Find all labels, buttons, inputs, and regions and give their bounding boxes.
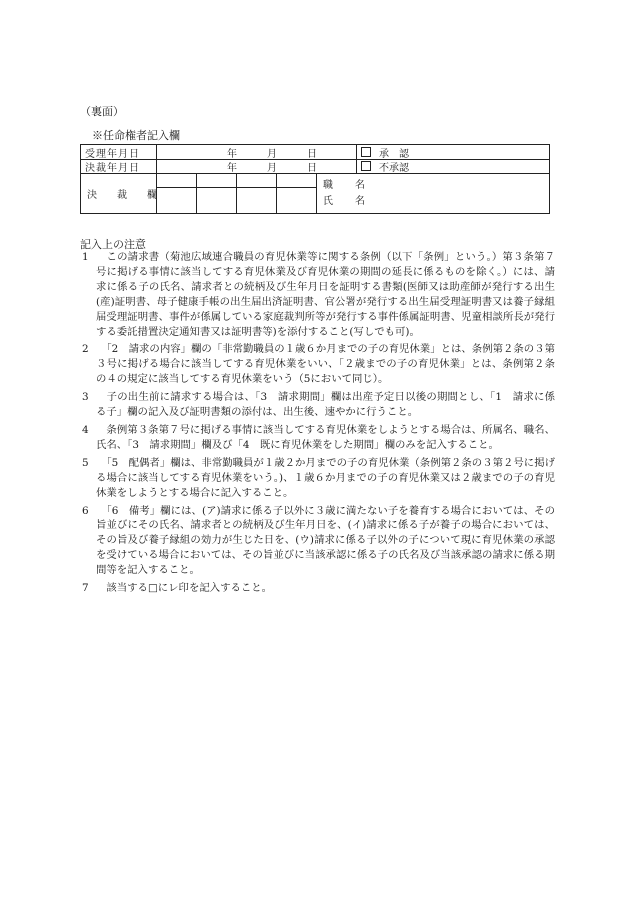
reject-checkbox[interactable]: [361, 161, 371, 171]
month-label: 月: [267, 162, 277, 174]
year-label: 年: [227, 162, 237, 174]
note-text: 「5 配偶者」欄は、非常勤職員が１歳２か月までの子の育児休業（条例第２条の３第２号に掲げる場合に該当してする育児休業をいう。)、１歳６か月までの子の育児休業又は２歳までの子の育児休業をしようとする場合に記入すること。: [96, 456, 555, 499]
note-number: 7: [82, 582, 89, 595]
note-text: 「6 備考」欄には、(ア)請求に係る子以外に３歳に満たない子を養育する場合においては、その旨並びにその氏名、請求者との続柄及び生年月日を、(イ)請求に係る子が養子の場合においては、その旨及び養子縁組の効力が生じた日を、(ウ)請求に係る子以外の子について現に育児休業の承認を受けている場合においては、その旨並びに当該承認に係る子の氏名及び当該承認の請求に係る期間等を記入すること。: [96, 504, 555, 577]
note-number: 2: [82, 343, 89, 356]
note-text: 「2 請求の内容」欄の「非常勤職員の１歳６か月までの子の育児休業」とは、条例第２条の３第３号に掲げる場合に該当してする育児休業をいい、「２歳までの子の育児休業」とは、条例第２条の４の規定に該当してする育児休業をいう（5において同じ）。: [96, 343, 555, 386]
reject-option[interactable]: [357, 159, 549, 173]
note-number: 1: [82, 251, 89, 263]
received-date-label: 受理年月日: [81, 145, 157, 159]
note-number: 5: [82, 456, 89, 469]
notes-list: [80, 250, 555, 599]
stamp-cell[interactable]: [277, 173, 317, 213]
note-item: [80, 504, 555, 579]
post-label: 職 名: [323, 180, 371, 191]
stamp-cell[interactable]: [197, 173, 237, 213]
name-label: 氏 名: [323, 196, 371, 207]
approve-option[interactable]: [357, 145, 549, 159]
decision-date-label: 決裁年月日: [81, 159, 157, 173]
appointer-table: [80, 144, 550, 214]
note-number: 6: [82, 504, 89, 517]
received-date-field[interactable]: [157, 145, 357, 159]
note-item: [80, 423, 555, 453]
signer-fields[interactable]: [317, 173, 371, 213]
approve-checkbox[interactable]: [361, 147, 371, 157]
note-number: 3: [82, 391, 89, 404]
note-item: [80, 390, 555, 420]
approval-row: [81, 173, 549, 213]
section-label: ※任命権者記入欄: [92, 129, 180, 142]
note-text: 条例第３条第７号に掲げる事情に該当してする育児休業をしようとする場合は、所属名、職名、氏名、「3 請求期間」欄及び「4 既に育児休業をした期間」欄のみを記入すること。: [96, 423, 555, 451]
approval-label: 決 裁 欄: [81, 173, 157, 213]
approve-label: 承 認: [379, 148, 409, 160]
note-text: 該当する□にレ印を記入すること。: [96, 582, 273, 595]
note-text: 子の出生前に請求する場合は、「3 請求期間」欄は出産予定日以後の期間とし、「1 請求に係る子」欄の記入及び証明書類の添付は、出生後、速やかに行うこと。: [96, 391, 555, 419]
reject-label: 不承認: [379, 162, 409, 174]
note-item: [80, 250, 555, 339]
year-label: 年: [227, 148, 237, 160]
note-number: 4: [82, 423, 89, 436]
page-side-label: （裏面）: [80, 105, 124, 118]
day-label: 日: [307, 148, 317, 160]
note-text: この請求書（菊池広域連合職員の育児休業等に関する条例（以下「条例」という。）第３条第７号に掲げる事情に該当してする育児休業及び育児休業の期間の延長に係るものを除く。）には、請求に係る子の氏名、請求者との続柄及び生年月日を証明する書類(医師又は助産師が発行する出生(産)証明書、母子健康手帳の出生届出済証明書、官公署が発行する出生届受理証明書又は養子縁組届受理証明書、事件が係属している家庭裁判所等が発行する事件係属証明書、児童相談所長が発行する委託措置決定通知書又は証明書等)を添付すること(写しでも可)。: [96, 251, 555, 338]
note-item: [80, 456, 555, 501]
day-label: 日: [307, 162, 317, 174]
stamp-cell[interactable]: [157, 173, 197, 213]
decision-date-field[interactable]: [157, 159, 357, 173]
notes-title: 記入上の注意: [80, 238, 146, 251]
decision-date-row: [81, 159, 549, 174]
month-label: 月: [267, 148, 277, 160]
note-item: [80, 342, 555, 387]
note-item: [80, 581, 555, 596]
stamp-cell[interactable]: [237, 173, 277, 213]
